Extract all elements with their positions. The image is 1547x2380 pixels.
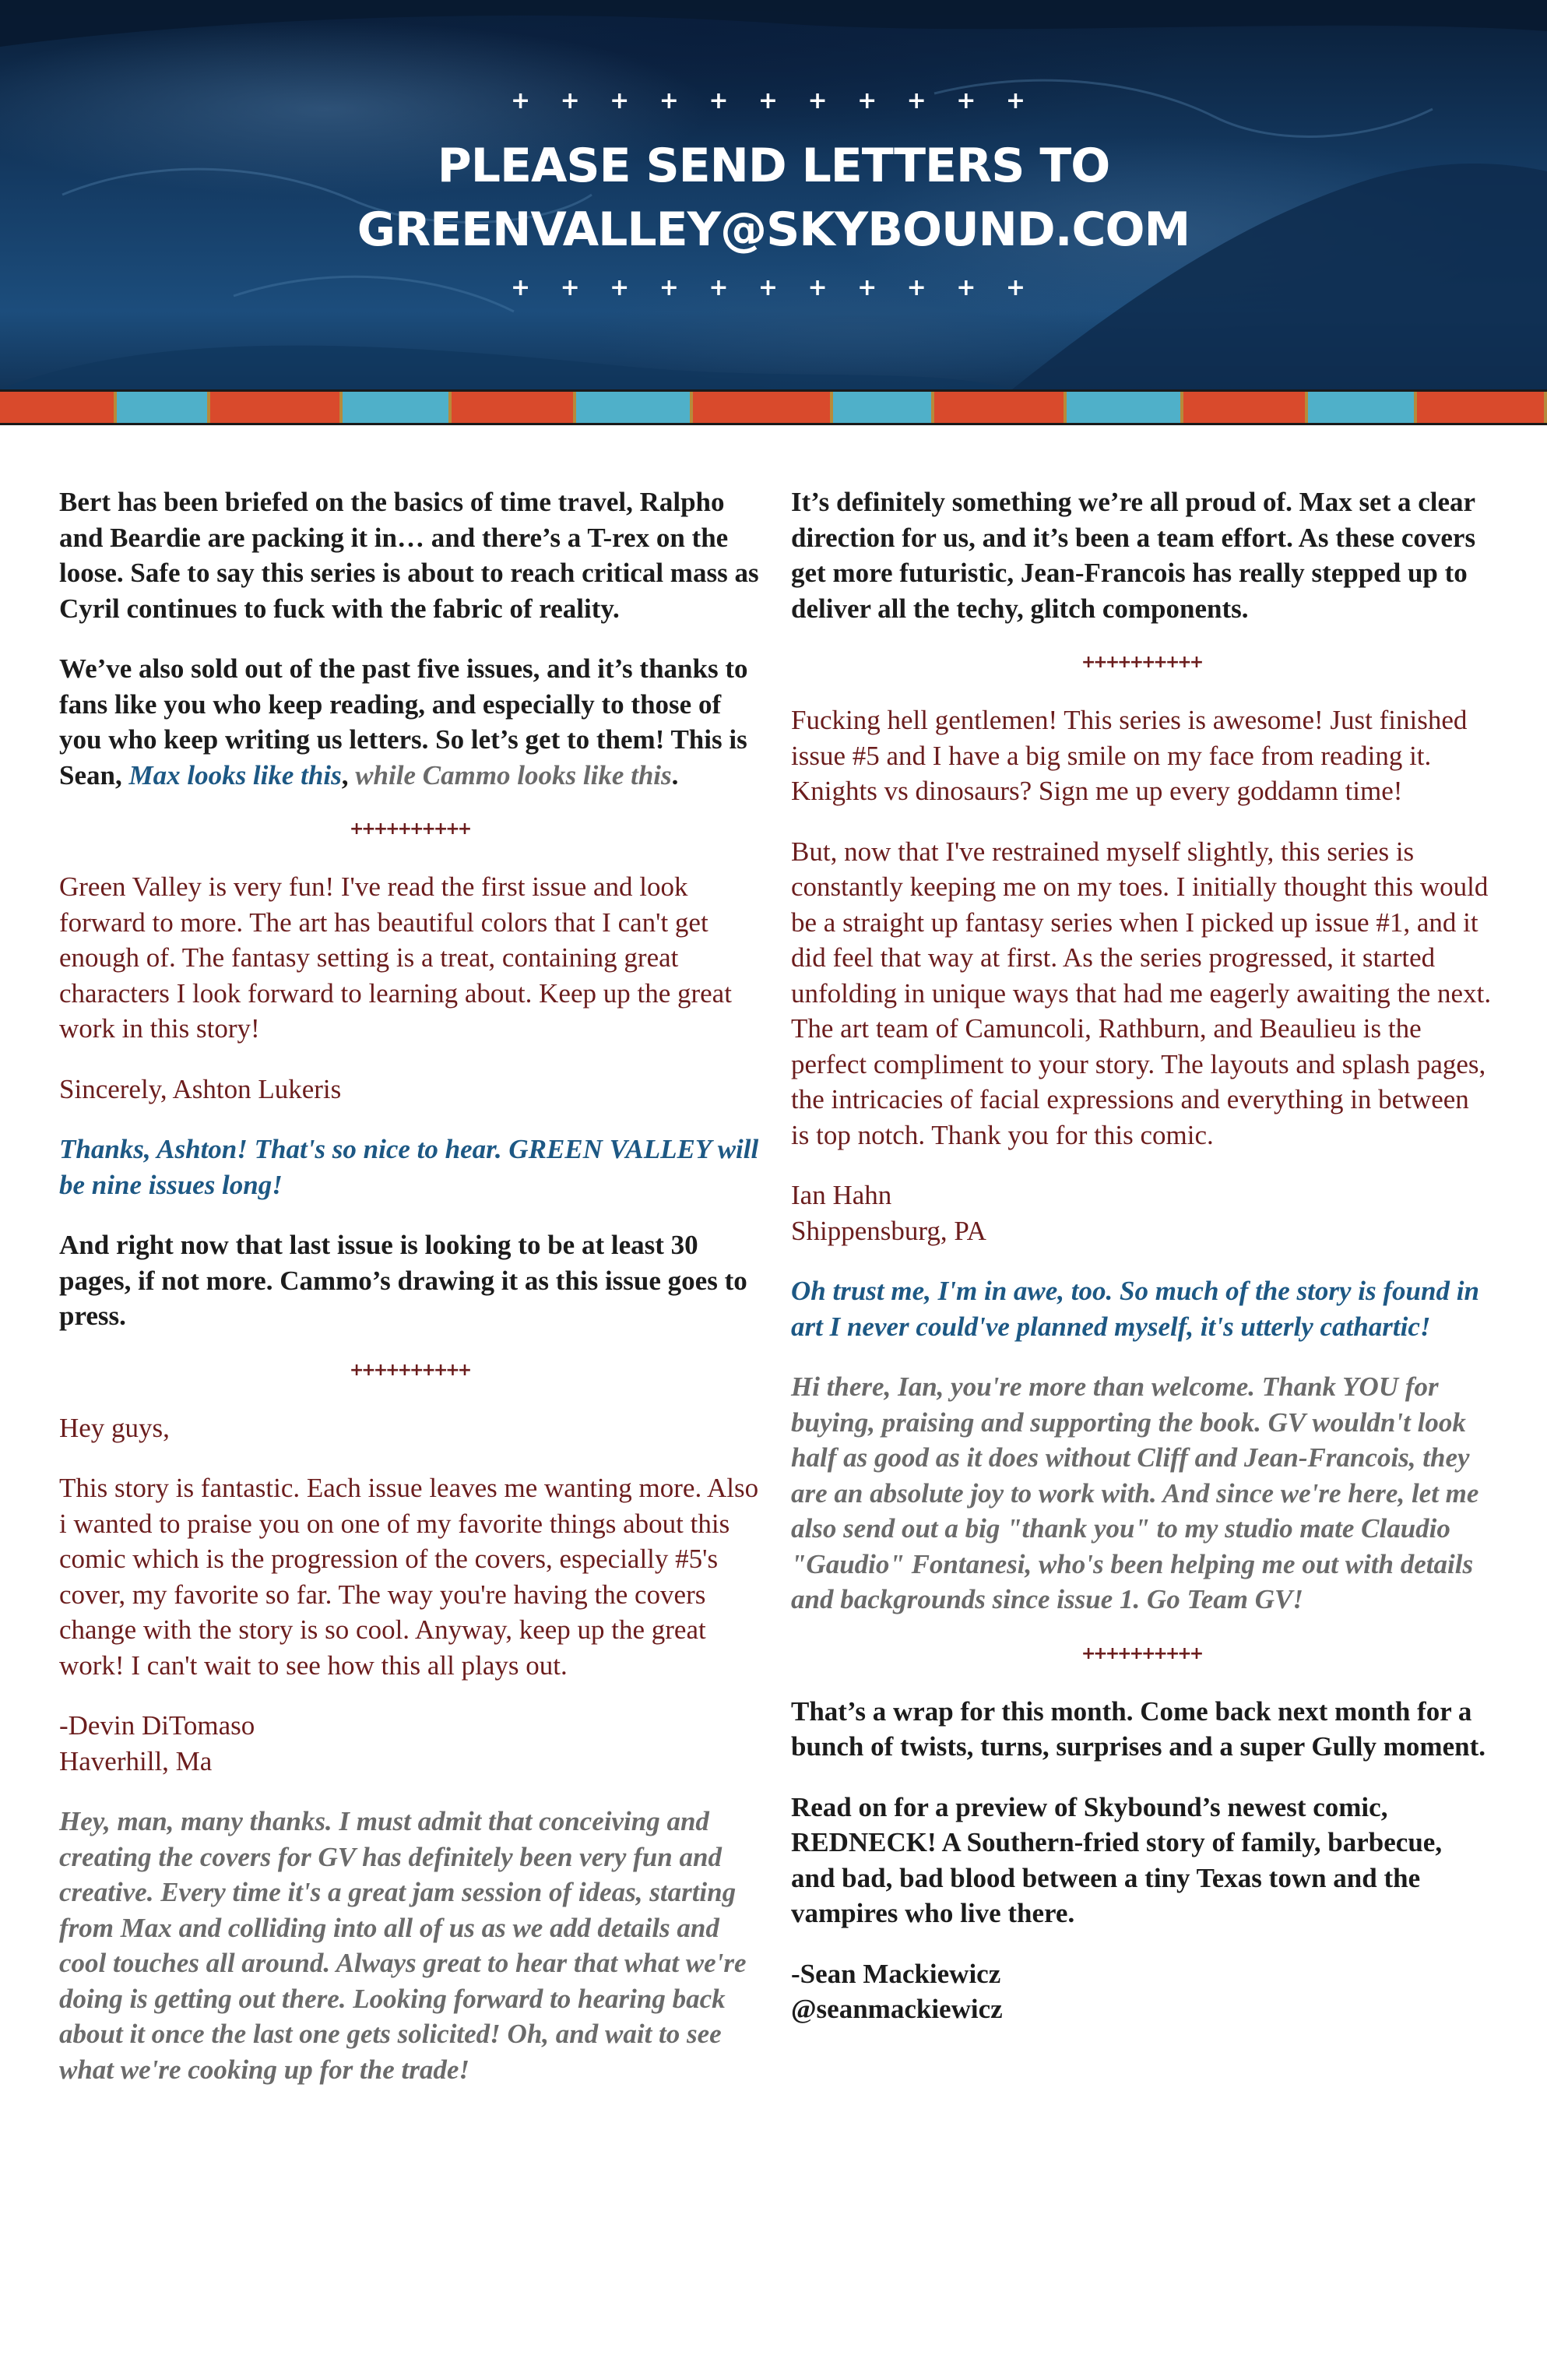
strip-segment <box>1067 392 1183 423</box>
response-blue: Oh trust me, I'm in awe, too. So much of the story is found in art I never could've planned myself, it's utterly cathartic! <box>791 1276 1479 1342</box>
strip-segment <box>210 392 343 423</box>
banner-title-line1: PLEASE SEND LETTERS TO <box>437 139 1110 193</box>
strip-segment <box>0 392 117 423</box>
strip-segment <box>1183 392 1308 423</box>
reader-name: Ian Hahn <box>791 1180 892 1210</box>
intro-text: We’ve also sold out of the past five issues, and it’s thanks to fans like you who keep reading, and especially to those of you who keep writing us letters. So let’s get to them! This is Sean, <box>59 653 748 790</box>
intro-comma: , <box>341 759 356 790</box>
banner-email: GREENVALLEY@SKYBOUND.COM <box>357 202 1190 257</box>
separator: ++++++++++ <box>1081 1643 1202 1664</box>
editor-signature <box>791 1956 1492 2027</box>
editorial-intro-2 <box>59 651 760 793</box>
separator: ++++++++++ <box>1081 653 1202 672</box>
reader-letter-ashton: Green Valley is very fun! I've read the first issue and look forward to more. The art has beautiful colors that I can't get enough of. The fantasy setting is a treat, containing great characters I look forward to learning about. Keep up the great work in this story! <box>59 871 732 1044</box>
cammo-looks-like-this-link[interactable]: while Cammo looks like this <box>355 759 672 790</box>
reader-letter-ian-2: But, now that I've restrained myself slightly, this series is constantly keeping me on my toes. I initially thought this would be a straight up fantasy series when I picked up issue #1, and it did feel that way at first. As the series progressed, it started unfolding in unique ways that had me eagerly awaiting the next. The art team of Camuncoli, Rathburn, and Beaulieu is the perfect compliment to your story. The layouts and splash pages, the intricacies of facial expressions and everything in between is top notch. Thank you for this comic. <box>791 836 1492 1150</box>
strip-segment <box>1417 392 1547 423</box>
editorial-response: And right now that last issue is looking to be at least 30 pages, if not more. Cammo’s drawing it as this issue goes to press. <box>59 1230 747 1331</box>
decorative-plus-row-top: + + + + + + + + + + + <box>511 87 1036 114</box>
right-column <box>791 484 1492 2052</box>
reader-signature <box>59 1708 760 1779</box>
closing-paragraph: That’s a wrap for this month. Come back next month for a bunch of twists, turns, surprises and a super Gully moment. <box>791 1695 1485 1762</box>
banner-title <box>0 134 1547 262</box>
reader-letter-devin: This story is fantastic. Each issue leaves me wanting more. Also i wanted to praise you on one of my favorite things about this comic which is the progression of the covers, especially #5's cover, my favorite so far. The way you're having the covers change with the story is so cool. Anyway, keep up the great work! I can't wait to see how this all plays out. <box>59 1473 759 1681</box>
header-banner <box>0 0 1547 389</box>
decorative-border-strip <box>0 389 1547 425</box>
response-blue: Thanks, Ashton! That's so nice to hear. GREEN VALLEY will be nine issues long! <box>59 1134 759 1200</box>
left-column <box>59 484 760 2112</box>
decorative-plus-row-bottom: + + + + + + + + + + + <box>511 274 1036 301</box>
closing-preview: Read on for a preview of Skybound’s newest comic, REDNECK! A Southern-fried story of family, barbecue, and bad, bad blood between a tiny Texas town and the vampires who live there. <box>791 1791 1443 1928</box>
response-gray: Hey, man, many thanks. I must admit that conceiving and creating the covers for GV has definitely been very fun and creative. Every time it's a great jam session of ideas, starting from Max and colliding into all of us as we add details and cool touches all around. Always great to hear that what we're doing is getting out there. Looking forward to hearing back about it once the last one gets solicited! Oh, and wait to see what we're cooking up for the trade! <box>59 1806 747 2085</box>
strip-segment <box>117 392 210 423</box>
reader-greeting: Hey guys, <box>59 1412 170 1443</box>
max-looks-like-this-link[interactable]: Max looks like this <box>128 759 342 790</box>
strip-segment <box>934 392 1067 423</box>
strip-segment <box>452 392 576 423</box>
editorial-intro: Bert has been briefed on the basics of time travel, Ralpho and Beardie are packing it in… and there’s a T-rex on the loose. Safe to say this series is about to reach critical mass as Cyril continues to fuck with the fabric of reality. <box>59 487 759 624</box>
strip-segment <box>693 392 833 423</box>
editor-handle[interactable]: @seanmackiewicz <box>791 1994 1003 2024</box>
editor-name: -Sean Mackiewicz <box>791 1958 1001 1989</box>
intro-period: . <box>671 759 679 790</box>
response-gray: Hi there, Ian, you're more than welcome. Thank YOU for buying, praising and supporting the book. GV wouldn't look half as good as it does without Cliff and Jean-Francois, they are an absolute joy to work with. And since we're here, let me also send out a big "thank you" to my studio mate Claudio "Gaudio" Fontanesi, who's been helping me out with details and backgrounds since issue 1. Go Team GV! <box>791 1371 1479 1614</box>
separator: ++++++++++ <box>349 1360 470 1380</box>
reader-signature <box>791 1178 1492 1248</box>
reader-name: -Devin DiTomaso <box>59 1710 255 1741</box>
strip-segment <box>1308 392 1417 423</box>
reader-location: Shippensburg, PA <box>791 1215 986 1246</box>
editorial-response-continued: It’s definitely something we’re all proud of. Max set a clear direction for us, and it’s been a team effort. As these covers get more futuristic, Jean-Francois has really stepped up to deliver all the techy, glitch components. <box>791 487 1476 624</box>
strip-segment <box>576 392 693 423</box>
strip-segment <box>343 392 452 423</box>
reader-location: Haverhill, Ma <box>59 1745 213 1776</box>
separator: ++++++++++ <box>349 819 470 839</box>
reader-signature: Sincerely, Ashton Lukeris <box>59 1073 342 1104</box>
strip-segment <box>833 392 934 423</box>
reader-letter-ian: Fucking hell gentlemen! This series is awesome! Just finished issue #5 and I have a big smile on my face from reading it. Knights vs dinosaurs? Sign me up every goddamn time! <box>791 705 1468 806</box>
